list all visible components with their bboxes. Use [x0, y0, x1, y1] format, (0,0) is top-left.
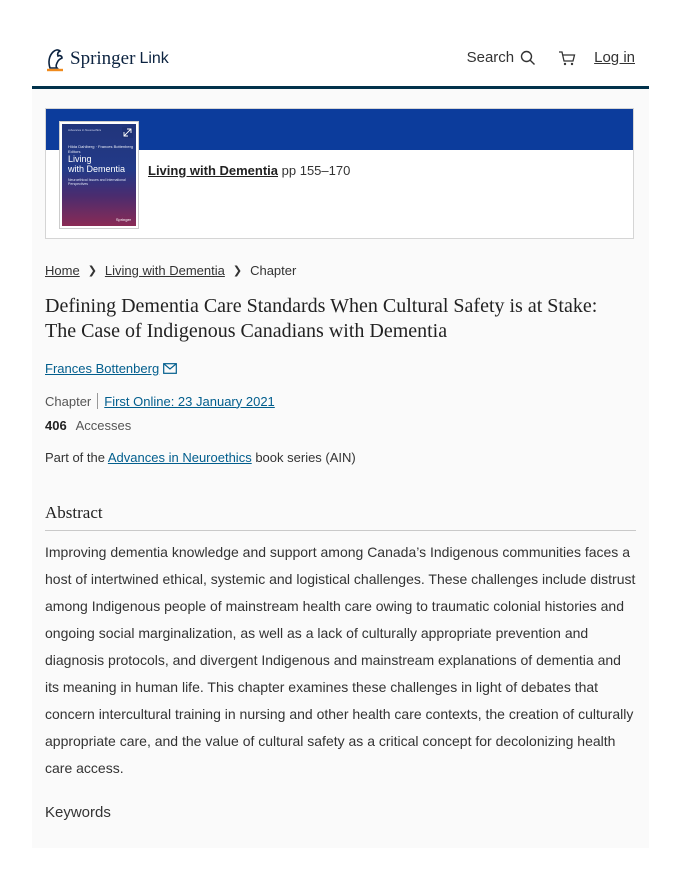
cart-button[interactable] [558, 50, 576, 66]
cart-icon [558, 50, 576, 66]
cover-title-line-1: Living [68, 154, 92, 164]
series-link[interactable]: Advances in Neuroethics [107, 450, 252, 465]
book-cover[interactable] [60, 122, 138, 228]
abstract-divider [45, 530, 636, 531]
search-icon [520, 50, 536, 66]
book-pages: pp 155–170 [281, 163, 351, 178]
chapter-type: Chapter [45, 393, 92, 409]
breadcrumb-home[interactable]: Home [45, 263, 80, 278]
chevron-right-icon: ❯ [87, 265, 97, 277]
cover-title-line-2: with Dementia [68, 164, 126, 174]
book-title-link[interactable]: Living with Dementia [148, 163, 279, 178]
springer-horse-icon [44, 46, 66, 72]
email-icon[interactable] [163, 363, 177, 374]
site-header [32, 32, 649, 89]
search-label: Search [466, 49, 515, 66]
author-line [45, 361, 177, 376]
cover-series: Advances in Neuroethics [68, 128, 102, 132]
abstract-text: Improving dementia knowledge and support among Canada’s Indigenous communities faces a host of intertwined ethical, systemic and logistical challenges. These challenges include distrust among Indigenous people of mainstream health care owing to traumatic colonial histories and ongoing social marginalization, as well as a lack of culturally appropriate prevention and diagnosis protocols, and divergent Indigenous and mainstream explanations of dementia and its meaning in human life. This chapter examines these challenges in light of debates that concern intercultural training in nursing and other health care contexts, the creation of culturally appropriate care, and the value of cultural safety as a critical concept for decolonizing health care access. [45, 544, 636, 776]
series-info [45, 450, 356, 465]
chapter-meta [45, 393, 275, 409]
cover-subtitle: Neuroethical Issues and International Perspectives [68, 178, 126, 186]
logo-link-text: Link [139, 50, 169, 67]
accesses-label: Accesses [75, 418, 132, 433]
chapter-title: Defining Dementia Care Standards When Cultural Safety is at Stake: The Case of Indigenous Canadians with Dementia [45, 295, 598, 342]
meta-divider [97, 393, 98, 409]
keywords-heading: Keywords [45, 804, 111, 821]
expand-icon[interactable] [122, 127, 133, 138]
cover-editors: Hilda Dahlberg · Frances Bottenberg Editors [68, 144, 134, 154]
springer-link-logo[interactable] [44, 46, 169, 72]
cover-title [68, 154, 125, 174]
book-card [45, 108, 634, 239]
logo-brand-text: Springer [70, 48, 136, 69]
accesses-count: 406 [45, 418, 67, 433]
accesses-metric [45, 418, 131, 433]
book-info [148, 163, 350, 178]
breadcrumb [45, 263, 296, 278]
login-link[interactable]: Log in [594, 49, 635, 66]
author-link[interactable]: Frances Bottenberg [45, 361, 160, 376]
page [32, 32, 649, 848]
series-prefix: Part of the [45, 450, 105, 465]
breadcrumb-current: Chapter [250, 263, 297, 278]
series-suffix: book series (AIN) [255, 450, 356, 465]
search-button[interactable] [467, 49, 537, 66]
breadcrumb-book[interactable]: Living with Dementia [104, 263, 225, 278]
chevron-right-icon: ❯ [232, 265, 243, 277]
header-actions [467, 49, 635, 66]
cover-publisher: Springer [115, 217, 131, 222]
abstract-heading: Abstract [45, 503, 103, 522]
first-online-link[interactable]: First Online: 23 January 2021 [104, 393, 275, 409]
